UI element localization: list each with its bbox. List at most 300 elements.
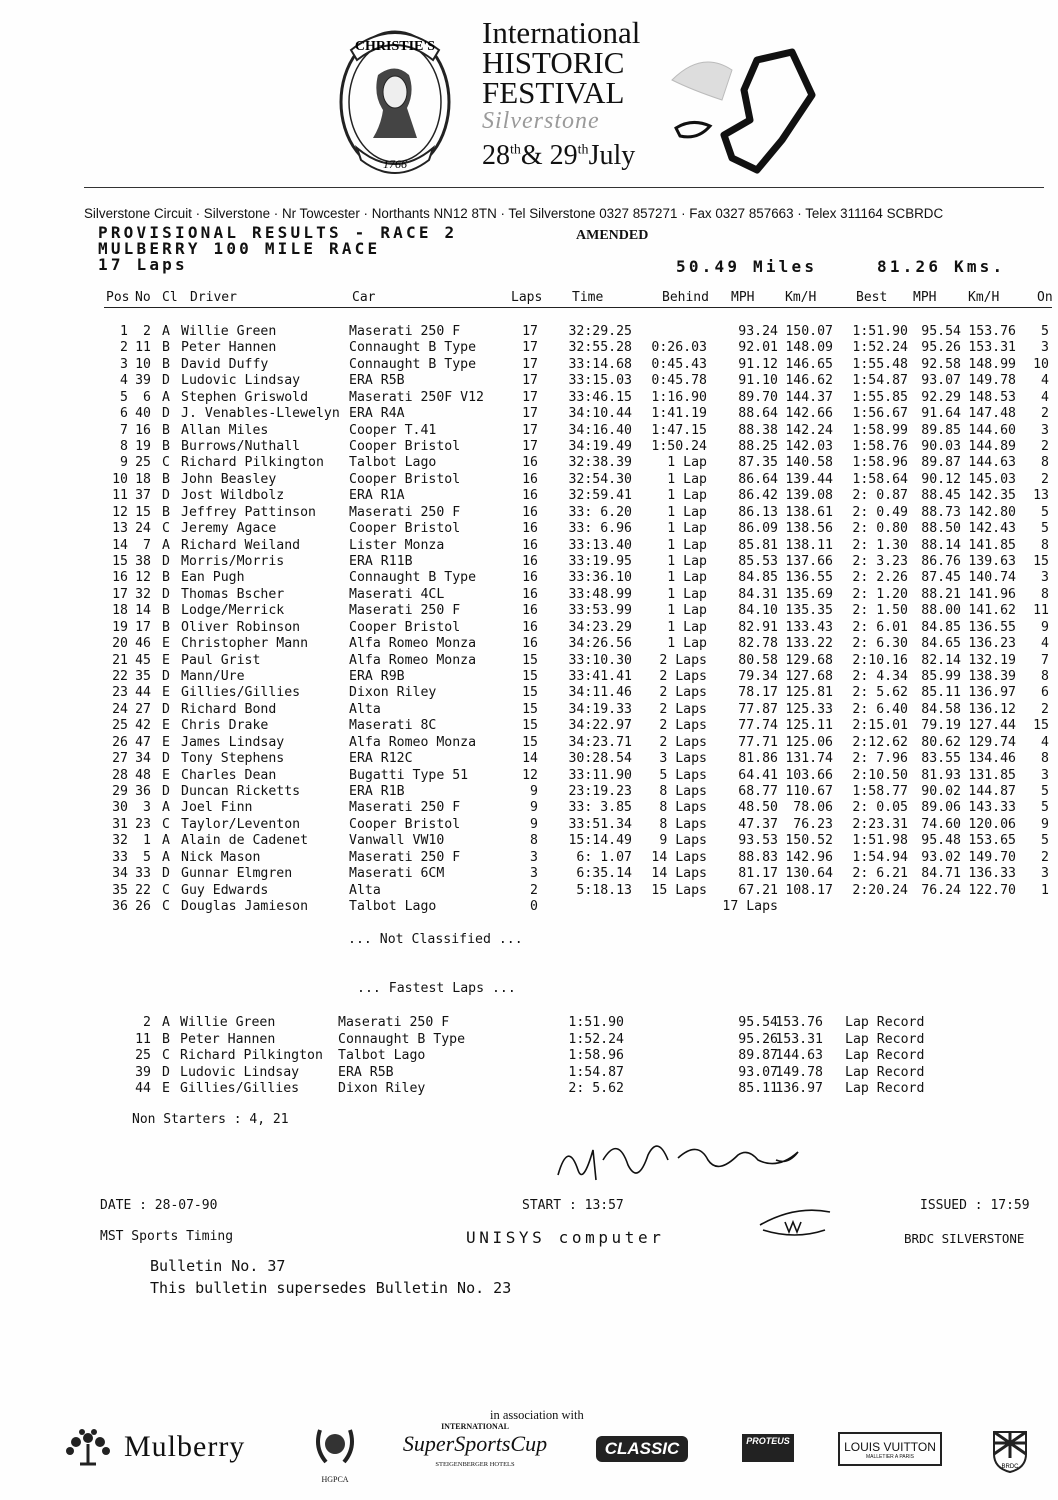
cell-best: 1:58.64 (852, 471, 908, 487)
cell-best: 1:51.90 (852, 324, 908, 339)
cell-best: 2:10.16 (852, 652, 908, 668)
cell-number: 44 (135, 1081, 151, 1096)
cell-mph: 85.81 (738, 537, 778, 553)
cell-best-mph: 84.65 (921, 636, 961, 652)
cell-on: 5 (1041, 504, 1049, 520)
cell-class: E (162, 734, 170, 750)
cell-class: E (162, 767, 170, 783)
cell-mph: 84.31 (738, 586, 778, 602)
cell-behind: 8 Laps (659, 784, 707, 800)
result-row (0, 554, 1058, 570)
cell-car: ERA R1A (349, 488, 405, 504)
cell-number: 23 (135, 816, 151, 832)
cell-best-mph: 88.14 (921, 537, 961, 553)
cell-behind: 15 Laps (651, 882, 707, 898)
cell-number: 22 (135, 882, 151, 898)
cell-class: A (162, 849, 170, 865)
cell-class: C (162, 899, 170, 915)
cell-pos: 36 (112, 899, 128, 915)
cell-on: 4 (1041, 636, 1049, 652)
cell-class: B (162, 1031, 170, 1047)
result-row (0, 587, 1058, 603)
cell-behind: 1 Lap (667, 521, 707, 537)
cell-number: 2 (143, 1015, 151, 1030)
cell-time: 33:48.99 (568, 586, 632, 602)
cell-best-kmh: 153.31 (968, 340, 1016, 356)
cell-time: 1:52.24 (568, 1031, 624, 1047)
cell-time: 33:15.03 (568, 373, 632, 389)
cell-mph: 82.78 (738, 636, 778, 652)
cell-best-mph: 84.71 (921, 866, 961, 882)
cell-best-kmh: 142.43 (968, 521, 1016, 537)
cell-best-mph: 82.14 (921, 652, 961, 668)
cell-best-mph: 92.58 (921, 356, 961, 372)
cell-on: 8 (1041, 455, 1049, 471)
cell-laps: 17 (522, 356, 538, 372)
result-row (0, 866, 1058, 882)
cell-best: 2: 1.30 (852, 537, 908, 553)
cell-mph: 88.64 (738, 406, 778, 422)
col-header-no: No (135, 290, 151, 305)
cell-driver: Tony Stephens (181, 751, 285, 767)
brdc-crest-text: BRDC (1001, 1464, 1019, 1470)
cell-laps: 17 (522, 373, 538, 389)
initials-mark (755, 1200, 835, 1242)
cell-class: C (162, 1048, 170, 1063)
fastest-lap-row (0, 1015, 1058, 1031)
cell-behind: 1 Lap (667, 455, 707, 471)
christies-seal-logo (333, 20, 457, 180)
cell-driver: Christopher Mann (181, 636, 309, 652)
cell-kmh: 150.52 (785, 833, 833, 849)
results-title: PROVISIONAL RESULTS - RACE 2 (98, 223, 458, 242)
cell-time: 32:29.25 (568, 324, 632, 339)
cell-kmh: 108.17 (785, 882, 833, 898)
cell-class: D (162, 866, 170, 882)
cell-best: 1:55.85 (852, 389, 908, 405)
result-row (0, 505, 1058, 521)
result-row (0, 570, 1058, 586)
cell-laps: 0 (530, 899, 538, 915)
cell-class: D (162, 373, 170, 389)
cell-on: 9 (1041, 816, 1049, 832)
cell-kmh: 135.35 (785, 603, 833, 619)
cell-best-kmh: 142.35 (968, 488, 1016, 504)
cell-best-mph: 90.03 (921, 439, 961, 454)
cell-number: 40 (135, 406, 151, 422)
cell-driver: Burrows/Nuthall (181, 439, 301, 454)
circuit-map-icon (662, 40, 827, 180)
cell-behind: 1 Lap (667, 619, 707, 635)
cell-kmh: 133.22 (785, 636, 833, 652)
cell-best-kmh: 136.97 (968, 685, 1016, 701)
cell-mph: 93.07 (738, 1064, 778, 1080)
cell-car: Maserati 250 F (349, 800, 461, 816)
cell-best: 1:58.99 (852, 422, 908, 438)
cell-behind: 1 Lap (667, 554, 707, 570)
cell-car: Cooper Bristol (349, 619, 461, 635)
cell-car: Maserati 250 F (349, 504, 461, 520)
cell-class: E (162, 685, 170, 701)
cell-best-mph: 79.19 (921, 718, 961, 734)
cell-driver: Ean Pugh (181, 570, 245, 586)
cell-behind: 1:16.90 (651, 389, 707, 405)
cell-number: 16 (135, 422, 151, 438)
race-name: MULBERRY 100 MILE RACE (98, 239, 381, 258)
cell-best: 2: 6.21 (852, 866, 908, 882)
result-row (0, 669, 1058, 685)
cell-mph: 64.41 (738, 767, 778, 783)
cell-laps: 2 (530, 882, 538, 898)
cell-kmh: 136.55 (785, 570, 833, 586)
cell-best-kmh: 153.76 (968, 324, 1016, 339)
cell-mph: 88.38 (738, 422, 778, 438)
cell-driver: Peter Hannen (180, 1031, 276, 1047)
cell-laps: 15 (522, 701, 538, 717)
cell-laps: 15 (522, 669, 538, 685)
cell-car: Cooper Bristol (349, 471, 461, 487)
cell-time: 33:51.34 (568, 816, 632, 832)
cell-car: ERA R11B (349, 554, 413, 570)
cell-behind: 8 Laps (659, 816, 707, 832)
cell-behind: 8 Laps (659, 800, 707, 816)
result-row (0, 373, 1058, 389)
cell-class: C (162, 521, 170, 537)
cell-pos: 17 (112, 586, 128, 602)
cell-behind: 2 Laps (659, 669, 707, 685)
col-header-kmh: Km/H (785, 290, 817, 305)
cell-pos: 2 (120, 340, 128, 356)
cell-mph: 67.21 (738, 882, 778, 898)
result-row (0, 406, 1058, 422)
cell-best: 1:58.96 (852, 455, 908, 471)
cell-on: 11 (1033, 603, 1049, 619)
cell-best-mph: 95.54 (921, 324, 961, 339)
fastest-laps-heading: ... Fastest Laps ... (357, 981, 516, 996)
cell-number: 45 (135, 652, 151, 668)
cell-pos: 19 (112, 619, 128, 635)
cell-laps: 16 (522, 455, 538, 471)
cell-best-kmh: 136.33 (968, 866, 1016, 882)
cell-driver: Jeremy Agace (181, 521, 277, 537)
col-header-behind: Behind (662, 290, 709, 305)
cell-car: Alfa Romeo Monza (349, 652, 477, 668)
laurel-icon (312, 1422, 358, 1470)
cell-time: 34:23.71 (568, 734, 632, 750)
tree-icon (60, 1424, 116, 1470)
cell-car: Maserati 4CL (349, 586, 445, 602)
date-suffix-2: th (577, 142, 589, 158)
cell-best: 2:12.62 (852, 734, 908, 750)
result-row (0, 439, 1058, 455)
cell-behind: 1 Lap (667, 471, 707, 487)
result-row (0, 784, 1058, 800)
cell-class: A (162, 800, 170, 816)
cell-best-mph: 74.60 (921, 816, 961, 832)
cell-pos: 31 (112, 816, 128, 832)
cell-kmh: 142.24 (785, 422, 833, 438)
cell-class: B (162, 356, 170, 372)
cell-best-kmh: 136.12 (968, 701, 1016, 717)
cell-note: Lap Record (845, 1081, 925, 1096)
cell-best: 1:54.94 (852, 849, 908, 865)
festival-title-line: HISTORIC (482, 45, 625, 80)
cell-kmh: 76.23 (793, 816, 833, 832)
cell-number: 25 (135, 455, 151, 471)
cell-number: 38 (135, 554, 151, 570)
cell-driver: Willie Green (181, 324, 277, 339)
cell-kmh: 137.66 (785, 554, 833, 570)
cell-laps: 16 (522, 570, 538, 586)
cell-mph: 78.17 (738, 685, 778, 701)
cell-number: 26 (135, 899, 151, 915)
result-row (0, 817, 1058, 833)
cell-driver: Willie Green (180, 1015, 276, 1030)
bulletin-number: Bulletin No. 37 (150, 1257, 286, 1275)
cell-time: 6: 1.07 (576, 849, 632, 865)
cell-mph: 85.11 (738, 1081, 778, 1096)
cell-driver: Chris Drake (181, 718, 269, 734)
cell-behind: 1 Lap (667, 586, 707, 602)
cell-time: 33:53.99 (568, 603, 632, 619)
cell-kmh: 125.33 (785, 701, 833, 717)
cell-best: 2:15.01 (852, 718, 908, 734)
cell-number: 11 (135, 340, 151, 356)
cell-pos: 13 (112, 521, 128, 537)
cell-pos: 21 (112, 652, 128, 668)
cell-on: 1 (1041, 882, 1049, 898)
result-row (0, 833, 1058, 849)
result-row (0, 899, 1058, 915)
cell-mph: 89.87 (738, 1048, 778, 1063)
cell-on: 4 (1041, 389, 1049, 405)
table-header-rule (104, 307, 1052, 308)
cell-car: Vanwall VW10 (349, 833, 445, 849)
cell-time: 34:26.56 (568, 636, 632, 652)
date-suffix-1: th (510, 142, 521, 158)
cell-mph: 89.70 (738, 389, 778, 405)
cell-on: 8 (1041, 586, 1049, 602)
cell-on: 8 (1041, 751, 1049, 767)
cell-kmh: 148.09 (785, 340, 833, 356)
cell-class: D (162, 488, 170, 504)
cell-car: Cooper T.41 (349, 422, 437, 438)
cell-best-mph: 84.85 (921, 619, 961, 635)
cell-best-kmh: 141.96 (968, 586, 1016, 602)
cell-on: 6 (1041, 685, 1049, 701)
col-header-pos: Pos (106, 290, 130, 305)
cell-car: Cooper Bristol (349, 816, 461, 832)
cell-driver: Morris/Morris (181, 554, 285, 570)
cell-best-mph: 89.06 (921, 800, 961, 816)
cell-number: 10 (135, 356, 151, 372)
cell-number: 34 (135, 751, 151, 767)
cell-kmh: 153.76 (775, 1015, 823, 1030)
cell-class: A (162, 833, 170, 849)
cell-class: B (162, 439, 170, 454)
cell-behind: 14 Laps (651, 866, 707, 882)
cell-best: 2: 0.87 (852, 488, 908, 504)
cell-laps: 17 (522, 389, 538, 405)
cell-best-kmh: 134.46 (968, 751, 1016, 767)
race-distance-miles: 50.49 Miles (676, 257, 818, 276)
non-starters: Non Starters : 4, 21 (132, 1112, 289, 1127)
cell-best-kmh: 127.44 (968, 718, 1016, 734)
louis-vuitton-logo (838, 1432, 942, 1466)
cell-kmh: 125.06 (785, 734, 833, 750)
date-mid: & 29 (520, 140, 578, 171)
cell-kmh: 153.31 (775, 1031, 823, 1047)
cell-kmh: 110.67 (785, 784, 833, 800)
cell-kmh: 144.63 (775, 1048, 823, 1063)
cell-kmh: 130.64 (785, 866, 833, 882)
result-row (0, 735, 1058, 751)
cell-best-mph: 91.64 (921, 406, 961, 422)
cell-behind: 2 Laps (659, 685, 707, 701)
cell-mph: 79.34 (738, 669, 778, 685)
cell-laps: 16 (522, 586, 538, 602)
cell-time: 33:14.68 (568, 356, 632, 372)
cell-kmh: 146.65 (785, 356, 833, 372)
cell-best-kmh: 153.65 (968, 833, 1016, 849)
cell-best: 2: 6.40 (852, 701, 908, 717)
cell-on: 15 (1033, 718, 1049, 734)
cell-best-kmh: 140.74 (968, 570, 1016, 586)
cell-best: 1:51.98 (852, 833, 908, 849)
result-row (0, 850, 1058, 866)
cell-behind: 0:45.43 (651, 356, 707, 372)
cell-best-mph: 95.26 (921, 340, 961, 356)
cell-best-mph: 88.45 (921, 488, 961, 504)
cell-driver: Douglas Jamieson (181, 899, 309, 915)
cell-class: B (162, 570, 170, 586)
cell-number: 47 (135, 734, 151, 750)
cell-laps: 16 (522, 554, 538, 570)
cell-mph: 77.71 (738, 734, 778, 750)
cell-best-kmh: 143.33 (968, 800, 1016, 816)
cell-mph: 85.53 (738, 554, 778, 570)
cell-car: Maserati 6CM (349, 866, 445, 882)
cell-time: 15:14.49 (568, 833, 632, 849)
cell-mph: 86.13 (738, 504, 778, 520)
cell-driver: Taylor/Leventon (181, 816, 301, 832)
bulletin-supersedes: This bulletin supersedes Bulletin No. 23 (150, 1279, 512, 1297)
cell-car: Bugatti Type 51 (349, 767, 469, 783)
cell-on: 5 (1041, 833, 1049, 849)
cell-time: 30:28.54 (568, 751, 632, 767)
cell-laps: 16 (522, 537, 538, 553)
cell-behind: 2 Laps (659, 701, 707, 717)
cell-class: A (162, 1015, 170, 1030)
cell-number: 7 (143, 537, 151, 553)
cell-time: 32:55.28 (568, 340, 632, 356)
cell-on: 2 (1041, 439, 1049, 454)
cell-kmh: 139.08 (785, 488, 833, 504)
cell-on: 3 (1041, 866, 1049, 882)
cell-mph: 87.35 (738, 455, 778, 471)
cell-best: 1:55.48 (852, 356, 908, 372)
cell-driver: Mann/Ure (181, 669, 245, 685)
cell-best: 1:54.87 (852, 373, 908, 389)
cell-laps: 3 (530, 866, 538, 882)
cell-behind: 14 Laps (651, 849, 707, 865)
cell-best-kmh: 136.23 (968, 636, 1016, 652)
fastest-lap-row (0, 1032, 1058, 1048)
cell-car: ERA R4A (349, 406, 405, 422)
cell-driver: David Duffy (181, 356, 269, 372)
cell-mph: 93.24 (738, 324, 778, 339)
cell-driver: Richard Weiland (181, 537, 301, 553)
cell-number: 12 (135, 570, 151, 586)
cell-behind: 0:45.78 (651, 373, 707, 389)
cell-driver: Paul Grist (181, 652, 261, 668)
cell-pos: 1 (120, 324, 128, 339)
cell-class: E (162, 636, 170, 652)
cell-mph: 95.54 (738, 1015, 778, 1030)
cell-class: E (162, 718, 170, 734)
cell-pos: 3 (120, 356, 128, 372)
cell-time: 1:58.96 (568, 1048, 624, 1063)
cell-driver: Gillies/Gillies (181, 685, 301, 701)
cell-car: Talbot Lago (349, 899, 437, 915)
cell-pos: 20 (112, 636, 128, 652)
cell-pos: 16 (112, 570, 128, 586)
cell-time: 33:41.41 (568, 669, 632, 685)
cell-pos: 30 (112, 800, 128, 816)
result-row (0, 324, 1058, 340)
col-header-best: Best (856, 290, 888, 305)
cell-laps: 16 (522, 488, 538, 504)
result-row (0, 488, 1058, 504)
result-row (0, 455, 1058, 471)
cell-driver: Jost Wildbolz (181, 488, 285, 504)
cell-best: 2: 6.01 (852, 619, 908, 635)
cell-best-mph: 90.02 (921, 784, 961, 800)
result-row (0, 751, 1058, 767)
cell-time: 33:19.95 (568, 554, 632, 570)
cell-behind: 0:26.03 (651, 340, 707, 356)
fastest-lap-row (0, 1081, 1058, 1097)
cell-best: 2:10.50 (852, 767, 908, 783)
cell-pos: 23 (112, 685, 128, 701)
cell-best-mph: 80.62 (921, 734, 961, 750)
col-header-best-mph: MPH (913, 290, 937, 305)
cell-on: 10 (1033, 356, 1049, 372)
cell-time: 33: 3.85 (568, 800, 632, 816)
cell-on: 8 (1041, 537, 1049, 553)
cell-pos: 24 (112, 701, 128, 717)
cell-on: 3 (1041, 422, 1049, 438)
cell-best-mph: 93.07 (921, 373, 961, 389)
cell-best-kmh: 141.85 (968, 537, 1016, 553)
cell-class: C (162, 816, 170, 832)
cell-pos: 5 (120, 389, 128, 405)
cell-best-kmh: 139.63 (968, 554, 1016, 570)
cell-on: 5 (1041, 784, 1049, 800)
cell-class: D (162, 406, 170, 422)
cell-class: B (162, 422, 170, 438)
cell-kmh: 142.96 (785, 849, 833, 865)
header-rule (84, 187, 1044, 188)
result-row (0, 423, 1058, 439)
cell-driver: James Lindsay (181, 734, 285, 750)
cell-best-mph: 90.12 (921, 471, 961, 487)
cell-on: 5 (1041, 521, 1049, 537)
cell-laps: 16 (522, 504, 538, 520)
col-header-cl: Cl (162, 290, 178, 305)
cell-mph: 86.09 (738, 521, 778, 537)
cell-number: 3 (143, 800, 151, 816)
